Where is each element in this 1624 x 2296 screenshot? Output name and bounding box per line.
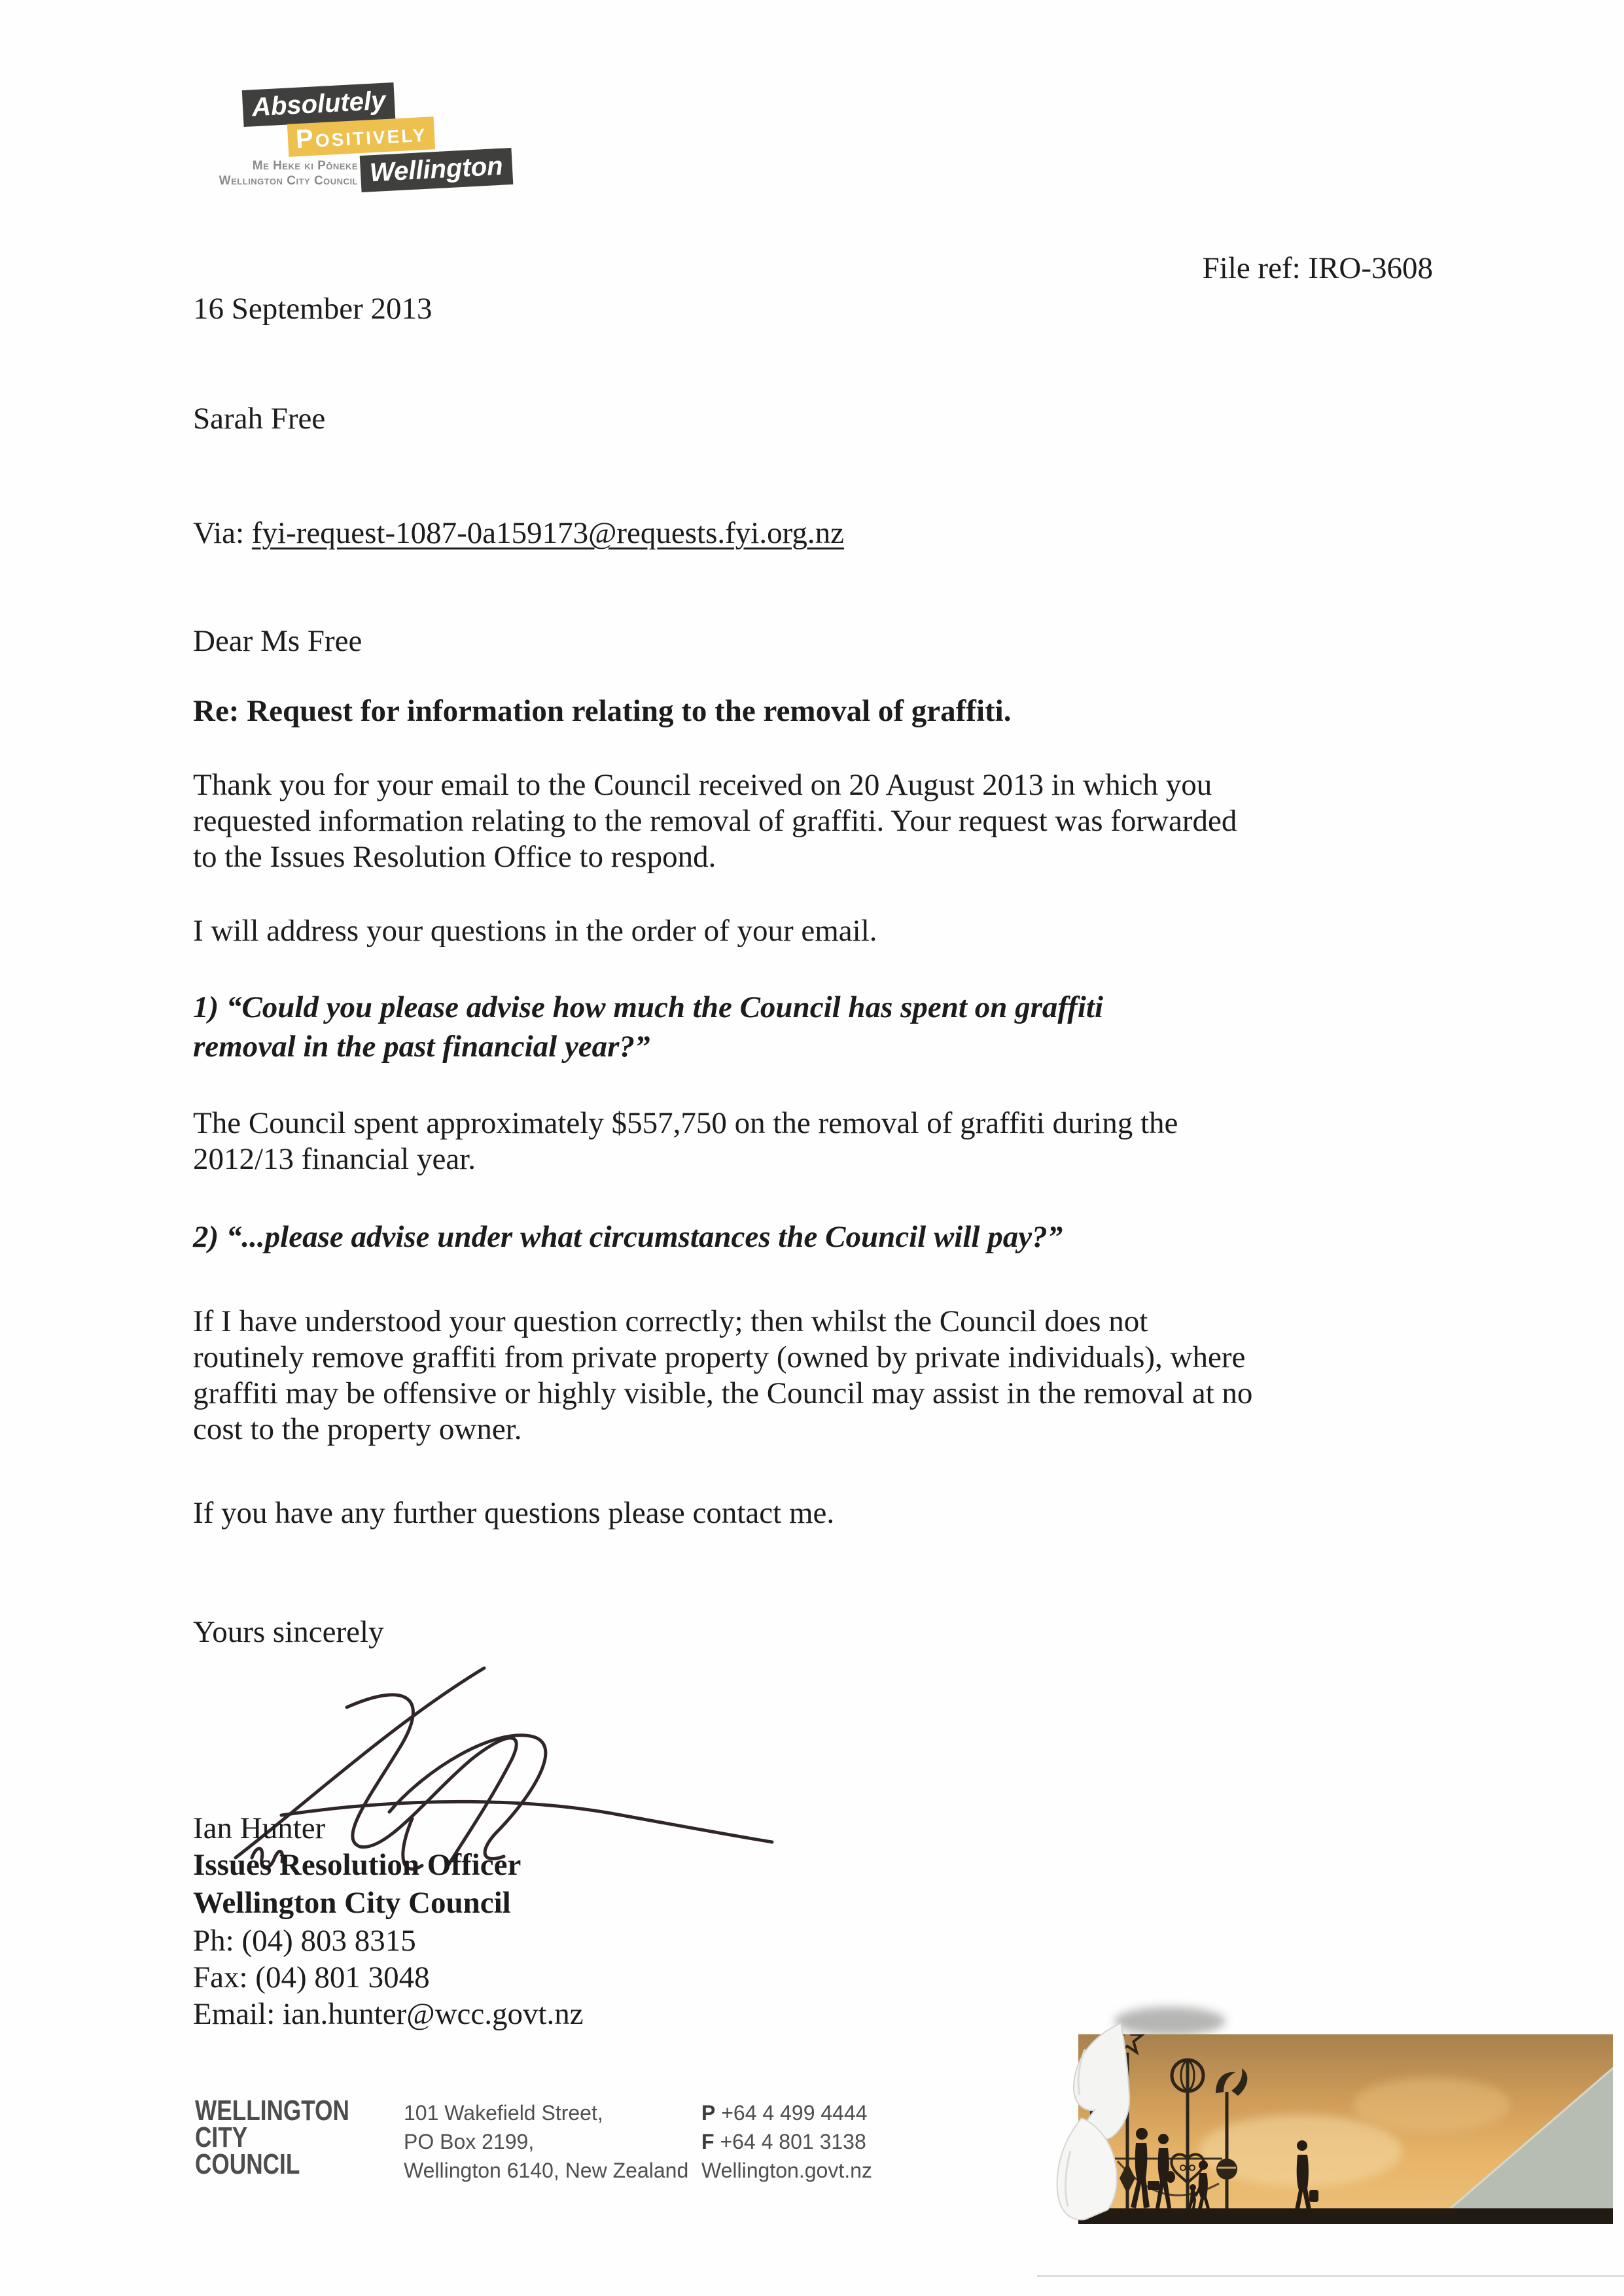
subject-line: Re: Request for information relating to the removal of graffiti. bbox=[193, 694, 1012, 728]
signatory-name: Ian Hunter bbox=[193, 1811, 326, 1845]
paragraph-line: routinely remove graffiti from private property (owned by private individuals), where bbox=[193, 1340, 1246, 1374]
paragraph-line: If I have understood your question correctly; then whilst the Council does not bbox=[193, 1304, 1148, 1338]
signatory-fax: Fax: (04) 801 3048 bbox=[193, 1960, 430, 1994]
paragraph-1 bbox=[193, 767, 1237, 875]
footer-org-line: CITY bbox=[195, 2121, 248, 2153]
file-ref: File ref: IRO-3608 bbox=[1202, 251, 1433, 285]
phone-label: P bbox=[701, 2101, 716, 2125]
letter-date: 16 September 2013 bbox=[193, 292, 432, 326]
footer-address-line: Wellington 6140, New Zealand bbox=[404, 2159, 689, 2182]
signatory-org: Wellington City Council bbox=[193, 1886, 511, 1920]
footer-fax-line bbox=[701, 2127, 872, 2156]
via-line bbox=[193, 515, 844, 551]
walkway bbox=[1078, 2208, 1613, 2224]
footer-address-line: PO Box 2199, bbox=[404, 2130, 535, 2153]
paragraph-line: Thank you for your email to the Council received on 20 August 2013 in which you bbox=[193, 768, 1212, 802]
paragraph-line: graffiti may be offensive or highly visible, the Council may assist in the removal at no bbox=[193, 1376, 1253, 1410]
footer-org-name bbox=[195, 2097, 349, 2178]
salutation: Dear Ms Free bbox=[193, 624, 362, 658]
paragraph-line: cost to the property owner. bbox=[193, 1412, 522, 1446]
logo-absolutely-block: Absolutely bbox=[242, 82, 396, 127]
paragraph-line: The Council spent approximately $557,750 on the removal of graffiti during the bbox=[193, 1106, 1178, 1140]
phone-number: +64 4 499 4444 bbox=[721, 2101, 868, 2125]
logo-tagline bbox=[193, 158, 358, 188]
footer-phone-line bbox=[701, 2098, 872, 2127]
footer-org-line: WELLINGTON bbox=[195, 2095, 349, 2127]
paragraph-line: 2012/13 financial year. bbox=[193, 1142, 476, 1176]
logo-wellington-block: Wellington bbox=[360, 148, 513, 192]
fax-label: F bbox=[701, 2130, 715, 2153]
disc-icon bbox=[1216, 2159, 1237, 2180]
question-1 bbox=[193, 988, 1103, 1066]
fax-number: +64 4 801 3138 bbox=[720, 2130, 866, 2153]
footer-photo bbox=[1019, 1987, 1624, 2276]
signatory-email: Email: ian.hunter@wcc.govt.nz bbox=[193, 1997, 584, 2031]
paragraph-2: I will address your questions in the order of your email. bbox=[193, 914, 877, 948]
via-label: Via: bbox=[193, 516, 252, 550]
logo-tagline-council: Wellington City Council bbox=[219, 174, 358, 188]
logo-positively-block: Positively bbox=[287, 116, 436, 157]
footer-address bbox=[404, 2098, 688, 2185]
paragraph-line: removal in the past financial year?” bbox=[193, 1030, 650, 1064]
signatory-phone: Ph: (04) 803 8315 bbox=[193, 1924, 416, 1958]
cloud bbox=[1353, 2078, 1510, 2132]
footer-org-line: COUNCIL bbox=[195, 2148, 300, 2180]
answer-1 bbox=[193, 1105, 1178, 1177]
question-2: 2) “...please advise under what circumstances the Council will pay?” bbox=[193, 1220, 1063, 1254]
footer-contact bbox=[701, 2098, 872, 2185]
paragraph-line: 1) “Could you please advise how much the Council has spent on graffiti bbox=[193, 990, 1104, 1024]
paragraph-line: requested information relating to the removal of graffiti. Your request was forwarded bbox=[193, 804, 1237, 838]
paragraph-line: to the Issues Resolution Office to respond. bbox=[193, 840, 716, 874]
paragraph-3: If you have any further questions please contact me. bbox=[193, 1496, 835, 1530]
scan-edge-line bbox=[1037, 2275, 1624, 2277]
footer-address-line: 101 Wakefield Street, bbox=[404, 2101, 603, 2125]
council-logo bbox=[193, 80, 559, 211]
answer-2 bbox=[193, 1304, 1252, 1448]
photo-scene bbox=[1078, 2024, 1614, 2224]
footer-website: Wellington.govt.nz bbox=[701, 2159, 872, 2182]
logo-tagline-maori: Me Heke ki Pōneke bbox=[252, 159, 358, 173]
closing: Yours sincerely bbox=[193, 1615, 384, 1649]
via-email-link: fyi-request-1087-0a159173@requests.fyi.org.nz bbox=[251, 516, 845, 550]
signatory-title: Issues Resolution Officer bbox=[193, 1848, 521, 1882]
recipient-name: Sarah Free bbox=[193, 402, 326, 436]
